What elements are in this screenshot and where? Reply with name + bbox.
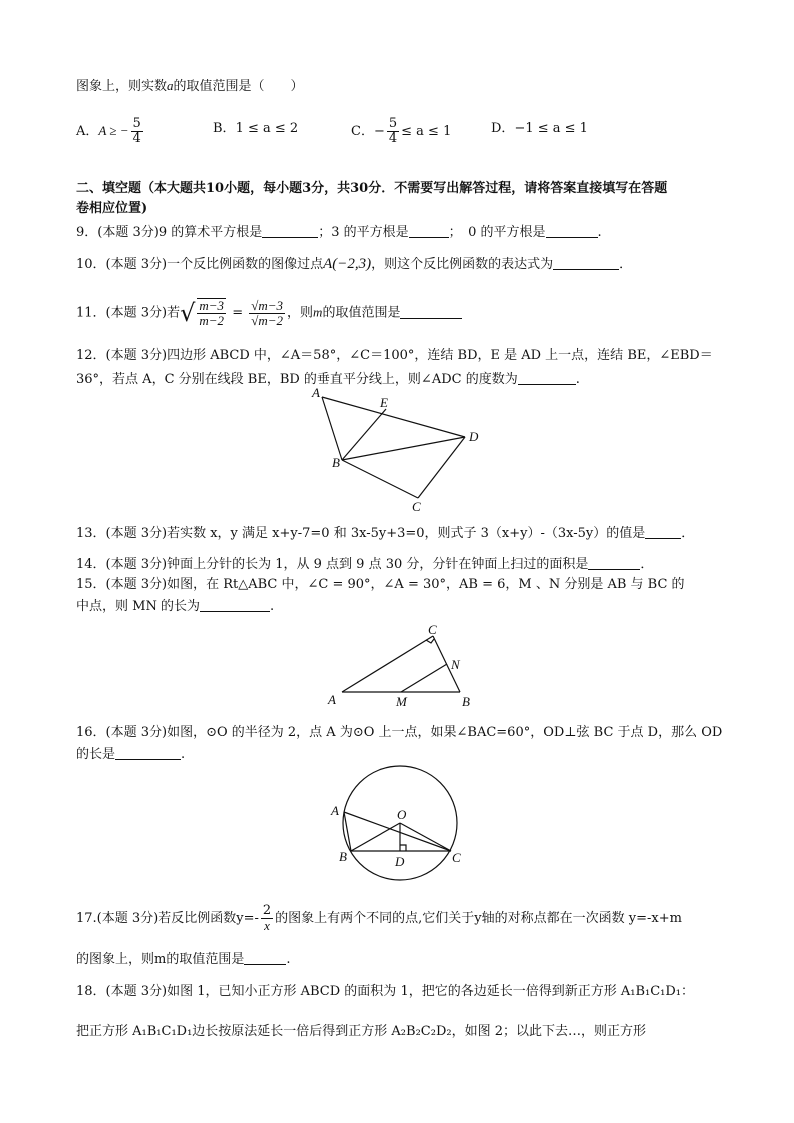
frac-den: 4 xyxy=(388,131,398,146)
q8-tail xyxy=(76,77,304,96)
label-c: C xyxy=(428,622,437,637)
label-c: C xyxy=(452,850,461,865)
answer-blank[interactable] xyxy=(409,237,449,238)
q9-text: 9．(本题 3分)9 的算术平方根是 xyxy=(76,225,263,240)
q13 xyxy=(76,525,694,543)
label-o: O xyxy=(397,807,407,822)
q9-text: ；3 的平方根是 xyxy=(318,225,409,240)
option-text: 1 ≤ a ≤ 2 xyxy=(235,121,299,136)
q17-text: 17.(本题 3分)若反比例函数y=- xyxy=(76,911,259,926)
q9-text: ； 0 的平方根是 xyxy=(448,225,546,240)
frac-num: m−3 xyxy=(199,298,225,313)
option-label: B． xyxy=(213,121,236,136)
label-b: B xyxy=(332,455,340,470)
q11-text: 的取值范围是 xyxy=(322,305,401,321)
q11-text: 11．(本题 3分)若 xyxy=(76,305,181,321)
q18-line1: 18．(本题 3分)如图 1，已知小正方形 ABCD 的面积为 1，把它的各边延长一倍得到新正方形 A₁B₁C₁D₁： xyxy=(76,984,695,999)
answer-blank[interactable] xyxy=(518,384,576,385)
answer-blank[interactable] xyxy=(115,759,181,760)
q9 xyxy=(76,224,602,242)
q8-var: a xyxy=(167,78,174,93)
q15-line2 xyxy=(76,598,274,616)
label-b: B xyxy=(339,849,347,864)
q15-line1: 15．(本题 3分)如图，在 Rt△ABC 中，∠C = 90°，∠A = 30°，AB = 6，M 、N 分别是 AB 与 BC 的 xyxy=(76,577,685,592)
option-text: A ≥ − xyxy=(98,123,129,138)
edge-bc xyxy=(342,460,418,498)
section-heading-cont: 卷相应位置) xyxy=(76,201,148,216)
answer-blank[interactable] xyxy=(244,964,286,965)
q15-figure xyxy=(320,622,480,712)
q12-text: 36°，若点 A，C 分别在线段 BE，BD 的垂直平分线上，则∠ADC 的度数为 xyxy=(76,372,518,387)
frac-num: 5 xyxy=(388,116,398,131)
option-text: ≤ a ≤ 1 xyxy=(401,124,452,139)
label-d: D xyxy=(395,854,405,869)
label-e: E xyxy=(380,395,388,410)
answer-blank[interactable] xyxy=(588,569,640,570)
q10-point: A(−2,3) xyxy=(323,256,372,272)
q14-text: 14．(本题 3分)钟面上分针的长为 1，从 9 点到 9 点 30 分，分针在钟面上扫过的面积是 xyxy=(76,557,589,572)
q16-line1: 16．(本题 3分)如图，⊙O 的半径为 2，点 A 为⊙O 上一点，如果∠BAC=60°，OD⊥弦 BC 于点 D，那么 OD xyxy=(76,725,723,740)
q13-text: 13．(本题 3分)若实数 x，y 满足 x+y-7=0 和 3x-5y+3=0，则式子 3（x+y）-（3x-5y）的值是 xyxy=(76,526,646,541)
q8-option-c[interactable] xyxy=(351,117,451,146)
q8-tail-text: 图象上，则实数 xyxy=(76,79,168,94)
frac-den: x xyxy=(264,918,270,933)
frac-den: m−2 xyxy=(199,313,225,328)
option-label: D． xyxy=(491,121,515,136)
q12-line1: 12．(本题 3分)四边形 ABCD 中，∠A＝58°，∠C＝100°，连结 BD，E 是 AD 上一点，连结 BE，∠EBD＝ xyxy=(76,348,713,363)
option-text: −1 ≤ a ≤ 1 xyxy=(514,121,588,136)
label-b: B xyxy=(462,694,470,709)
answer-blank[interactable] xyxy=(200,611,270,612)
label-n: N xyxy=(451,657,460,672)
answer-blank[interactable] xyxy=(553,269,619,270)
q11: 11．(本题 3分)若√ $\frac{m-3}{m-2}$ = $\frac{√m-3}{√m-2}$ ，则m的取值范围是 xyxy=(76,298,462,328)
option-text: − xyxy=(373,124,385,139)
q9-end: . xyxy=(597,225,602,240)
label-a: A xyxy=(328,692,336,707)
q15-end: . xyxy=(269,599,275,614)
edge-bd xyxy=(342,437,465,460)
q11-var: m xyxy=(313,304,323,320)
frac-num: 5 xyxy=(132,116,141,131)
q16-line2 xyxy=(76,746,185,764)
answer-blank[interactable] xyxy=(546,237,598,238)
q16-figure xyxy=(325,765,475,885)
section-heading: 二、填空题（本大题共10小题，每小题3分，共30分．不需要写出解答过程，请将答案直接填写在答题 xyxy=(76,181,668,196)
q8-option-a[interactable] xyxy=(76,117,145,146)
right-angle-mark xyxy=(400,845,406,851)
edge-cd xyxy=(418,437,465,498)
segment-ob xyxy=(351,823,400,851)
q12-end: . xyxy=(575,372,580,387)
q8-option-d[interactable] xyxy=(491,120,588,138)
fraction xyxy=(261,904,273,933)
q13-end: ． xyxy=(681,526,695,541)
edge-ab xyxy=(322,397,342,460)
frac-den: √m−2 xyxy=(251,312,284,328)
q8-tail-text2: 的取值范围是（ ） xyxy=(173,79,304,94)
frac-num: 2 xyxy=(262,903,272,918)
q14 xyxy=(76,556,653,574)
q14-end: ． xyxy=(640,557,654,572)
q10 xyxy=(76,255,632,274)
q10-text: ，则这个反比例函数的表达式为 xyxy=(371,257,554,272)
label-a: A xyxy=(312,385,320,400)
fraction xyxy=(197,298,226,328)
q12-figure xyxy=(310,385,490,515)
fraction xyxy=(249,299,285,328)
q16-end: . xyxy=(181,747,186,762)
q11-text: ，则 xyxy=(287,305,314,321)
fraction xyxy=(131,117,143,146)
answer-blank[interactable] xyxy=(400,318,462,319)
q15-text: 中点，则 MN 的长为 xyxy=(76,599,200,614)
segment-mn xyxy=(401,664,447,692)
answer-blank[interactable] xyxy=(645,538,681,539)
q17-line2 xyxy=(76,951,290,969)
edge-ac xyxy=(342,636,433,692)
edge-be xyxy=(342,409,386,460)
segment-oc xyxy=(400,823,451,851)
q8-option-b[interactable] xyxy=(213,120,298,138)
q17-end: . xyxy=(286,952,291,967)
q10-text: 10．(本题 3分)一个反比例函数的图像过点 xyxy=(76,257,324,272)
q16-text: 的长是 xyxy=(76,747,116,762)
option-label: C． xyxy=(351,124,374,139)
option-label: A． xyxy=(76,124,99,139)
frac-num: √m−3 xyxy=(251,297,284,313)
fraction xyxy=(387,117,399,146)
q17-line1 xyxy=(76,904,682,933)
q10-end: ． xyxy=(619,257,633,272)
q17-text: 的图象上有两个不同的点,它们关于y轴的对称点都在一次函数 y=-x+m xyxy=(275,911,682,926)
label-d: D xyxy=(469,429,479,444)
label-a: A xyxy=(331,803,339,818)
answer-blank[interactable] xyxy=(262,237,318,238)
frac-den: 4 xyxy=(132,131,141,146)
label-c: C xyxy=(412,499,421,514)
q18-line2: 把正方形 A₁B₁C₁D₁边长按原法延长一倍后得到正方形 A₂B₂C₂D₂，如图 2；以此下去…，则正方形 xyxy=(76,1024,646,1039)
label-m: M xyxy=(396,694,407,709)
q17-text: 的图象上，则m的取值范围是 xyxy=(76,952,245,967)
edge-ad xyxy=(322,397,465,437)
sqrt-sign: √ xyxy=(180,299,196,327)
